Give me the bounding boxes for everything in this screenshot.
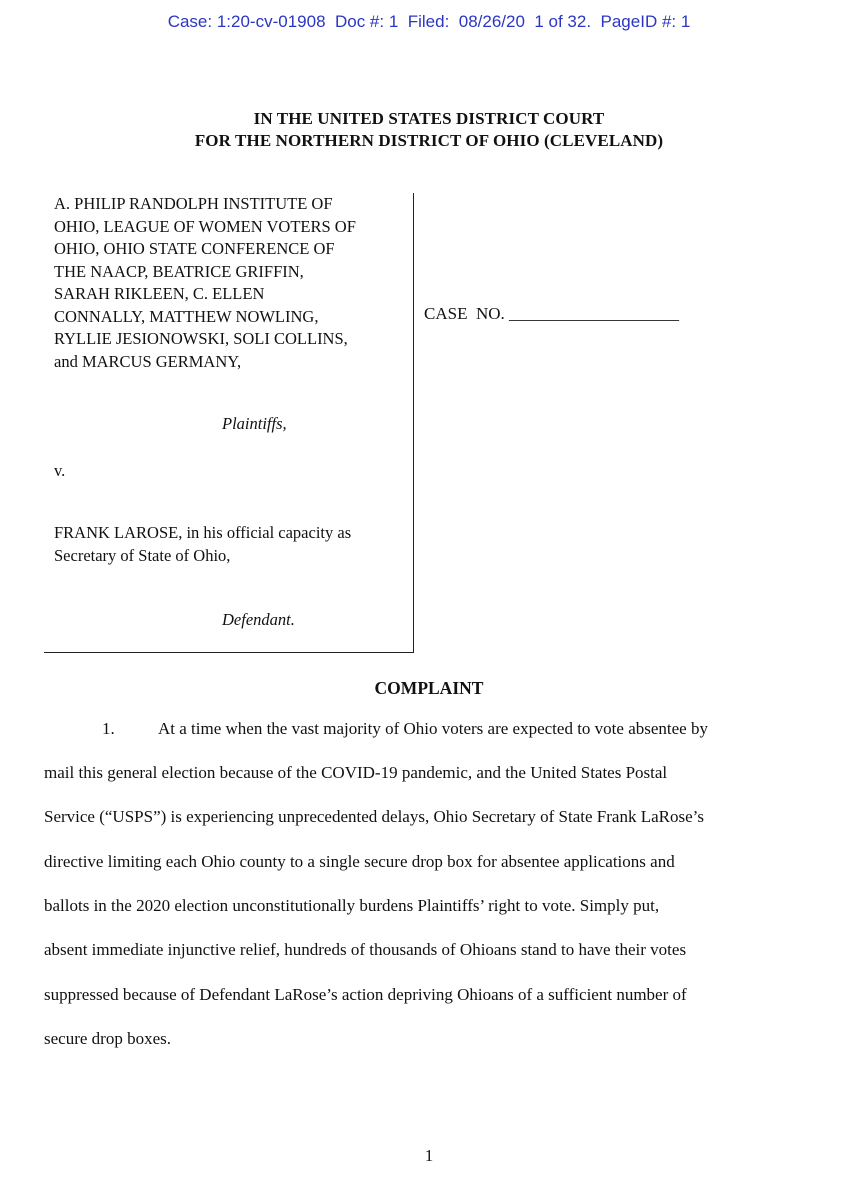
versus-label: v. <box>54 461 66 480</box>
paragraph-number: 1. <box>102 719 115 738</box>
ecf-header-stamp: Case: 1:20-cv-01908 Doc #: 1 Filed: 08/26/20 1 of 32. PageID #: 1 <box>167 12 691 31</box>
paragraph-line: secure drop boxes. <box>44 1029 171 1048</box>
case-number-field: CASE NO. ____________________ <box>424 304 680 323</box>
plaintiffs-line: CONNALLY, MATTHEW NOWLING, <box>54 306 319 326</box>
plaintiffs-names <box>54 193 404 373</box>
page-number: 1 <box>424 1146 434 1165</box>
paragraph-1 <box>44 719 784 1059</box>
defendant-line: Secretary of State of Ohio, <box>54 545 231 565</box>
plaintiffs-line: A. PHILIP RANDOLPH INSTITUTE OF <box>54 194 333 213</box>
paragraph-line: ballots in the 2020 election unconstitutionally burdens Plaintiffs’ right to vote. Simply put, <box>44 896 660 915</box>
paragraph-line: mail this general election because of the COVID-19 pandemic, and the United States Postal <box>44 763 668 782</box>
paragraph-line: directive limiting each Ohio county to a single secure drop box for absentee applications and <box>44 852 675 871</box>
caption-vertical-rule <box>413 193 414 653</box>
paragraph-line: Service (“USPS”) is experiencing unprecedented delays, Ohio Secretary of State Frank LaRose’s <box>44 807 704 826</box>
plaintiffs-role: Plaintiffs, <box>222 414 287 433</box>
plaintiffs-line: SARAH RIKLEEN, C. ELLEN <box>54 284 265 303</box>
plaintiffs-line: THE NAACP, BEATRICE GRIFFIN, <box>54 261 304 281</box>
plaintiffs-line: OHIO, OHIO STATE CONFERENCE OF <box>54 239 335 258</box>
court-name-line-1: IN THE UNITED STATES DISTRICT COURT <box>253 109 605 128</box>
plaintiffs-line: OHIO, LEAGUE OF WOMEN VOTERS OF <box>54 216 356 236</box>
plaintiffs-line: and MARCUS GERMANY, <box>54 351 242 371</box>
plaintiffs-line: RYLLIE JESIONOWSKI, SOLI COLLINS, <box>54 329 348 348</box>
paragraph-line: At a time when the vast majority of Ohio voters are expected to vote absentee by <box>158 719 708 738</box>
defendant-role: Defendant. <box>222 610 295 629</box>
paragraph-line: suppressed because of Defendant LaRose’s action depriving Ohioans of a sufficient number of <box>44 985 687 1004</box>
defendant-names <box>54 522 409 567</box>
defendant-line: FRANK LAROSE, in his official capacity as <box>54 523 352 542</box>
document-title: COMPLAINT <box>374 678 484 698</box>
paragraph-line: absent immediate injunctive relief, hundreds of thousands of Ohioans stand to have their votes <box>44 940 687 959</box>
caption-horizontal-rule <box>44 652 414 653</box>
court-name-line-2: FOR THE NORTHERN DISTRICT OF OHIO (CLEVELAND) <box>194 131 664 150</box>
